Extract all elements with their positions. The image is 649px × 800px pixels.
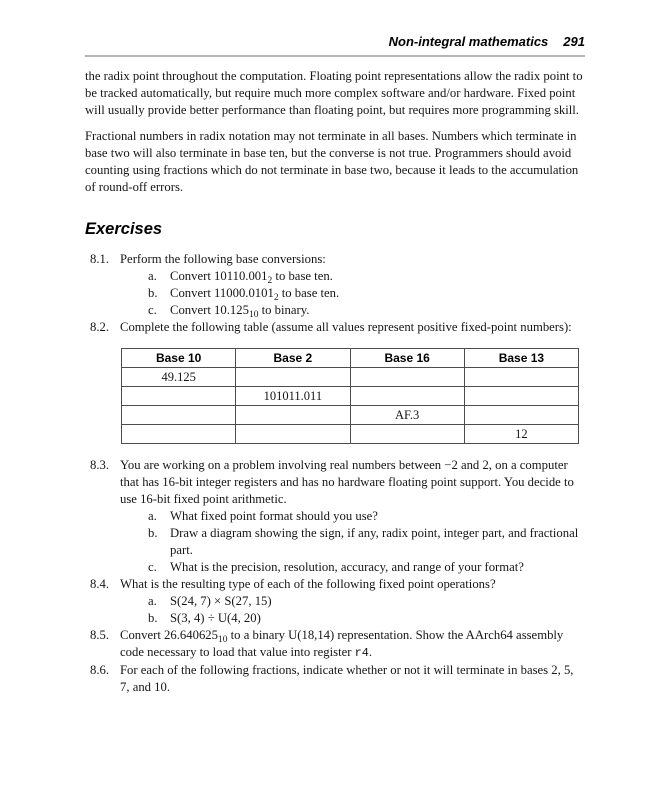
exercise-subitem xyxy=(148,593,585,610)
exercise-number: 8.3. xyxy=(90,458,110,472)
exercise-sublist xyxy=(120,508,585,576)
table-cell xyxy=(122,425,236,444)
exercise-number: 8.6. xyxy=(90,663,110,677)
table-cell xyxy=(122,406,236,425)
exercise-subitem xyxy=(148,268,585,285)
exercise-body xyxy=(120,251,585,319)
table-cell xyxy=(122,387,236,406)
table-row xyxy=(122,387,579,406)
register-name: r4 xyxy=(354,646,369,660)
table-row xyxy=(122,425,579,444)
column-header: Base 10 xyxy=(122,349,236,368)
table-cell: AF.3 xyxy=(350,406,464,425)
subscript-base: 10 xyxy=(248,310,259,320)
exercise-text: What is the resulting type of each of the following fixed point operations? xyxy=(120,577,496,591)
subitem-text: What is the precision, resolution, accuracy, and range of your format? xyxy=(170,560,524,574)
exercise-list xyxy=(85,251,585,696)
subitem-letter: b. xyxy=(148,286,158,300)
page-header xyxy=(85,34,585,49)
table-cell xyxy=(236,406,350,425)
running-head-title: Non-integral mathematics xyxy=(388,34,549,49)
exercise-item xyxy=(90,627,585,662)
subitem-letter: c. xyxy=(148,560,157,574)
exercise-item xyxy=(90,319,585,457)
intro-paragraphs xyxy=(85,68,585,196)
subitem-text: What fixed point format should you use? xyxy=(170,509,378,523)
exercise-text: For each of the following fractions, indicate whether or not it will terminate in bases 2, 5, 7, and 10. xyxy=(120,663,574,694)
exercise-number: 8.5. xyxy=(90,628,110,642)
column-header: Base 13 xyxy=(464,349,578,368)
exercise-text: You are working on a problem involving real numbers between −2 and 2, on a computer that has 16-bit integer registers and has no hardware floating point support. You decide to use 16-bit fixed point arithmetic. xyxy=(120,458,574,506)
exercise-item xyxy=(90,457,585,576)
exercise-number: 8.4. xyxy=(90,577,110,591)
exercise-number: 8.1. xyxy=(90,252,110,266)
exercise-number: 8.2. xyxy=(90,320,110,334)
column-header: Base 2 xyxy=(236,349,350,368)
exercise-subitem xyxy=(148,508,585,525)
exercise-text: Perform the following base conversions: xyxy=(120,252,326,266)
exercise-sublist xyxy=(120,268,585,319)
table-cell xyxy=(236,368,350,387)
page-number: 291 xyxy=(563,34,585,49)
exercise-subitem xyxy=(148,285,585,302)
subitem-text: Convert $10110.001_2$ to base ten. xyxy=(170,269,333,286)
table-cell xyxy=(350,425,464,444)
exercise-item xyxy=(90,251,585,319)
paragraph: Fractional numbers in radix notation may not terminate in all bases. Numbers which terminate in base two will also terminate in base ten, but the converse is not true. Programmers should avoid counting using fractions which do not terminate in base two, because it leads to the accumulation of round-off errors. xyxy=(85,129,579,194)
subitem-letter: a. xyxy=(148,594,157,608)
subitem-text: Convert $10.125_{10}$ to binary. xyxy=(170,303,310,320)
exercise-item xyxy=(90,576,585,627)
table-cell: 12 xyxy=(464,425,578,444)
exercise-body xyxy=(120,457,585,576)
table-cell xyxy=(464,368,578,387)
subscript-base: 2 xyxy=(273,293,279,303)
paragraph: the radix point throughout the computation. Floating point representations allow the radix point to be tracked automatically, but require much more complex software and/or hardware. Fixed point will usually provide better performance than floating point, but requires more programming skill. xyxy=(85,69,583,117)
table-cell xyxy=(464,406,578,425)
exercise-item xyxy=(90,662,585,696)
base-conversion-table xyxy=(121,348,579,444)
table-cell: 101011.011 xyxy=(236,387,350,406)
subitem-letter: b. xyxy=(148,526,158,540)
table-cell xyxy=(236,425,350,444)
subitem-text: Draw a diagram showing the sign, if any, radix point, integer part, and fractional part. xyxy=(170,526,579,557)
subitem-letter: c. xyxy=(148,303,157,317)
table-row xyxy=(122,368,579,387)
exercise-body xyxy=(120,576,585,627)
exercise-subitem xyxy=(148,525,585,559)
table-cell: 49.125 xyxy=(122,368,236,387)
subitem-letter: a. xyxy=(148,509,157,523)
header-rule xyxy=(85,55,585,57)
subitem-text: Convert $11000.0101_2$ to base ten. xyxy=(170,286,340,303)
table-cell xyxy=(464,387,578,406)
exercise-subitem xyxy=(148,559,585,576)
exercise-text: Convert $26.640625_{10}$ to a binary U(18,14) representation. Show the AArch64 assembly code necessary to load that value into register r4. xyxy=(120,628,564,660)
subitem-text: S(3, 4) ÷ U(4, 20) xyxy=(170,611,261,625)
subitem-text: S(24, 7) × S(27, 15) xyxy=(170,594,272,608)
table-header xyxy=(122,349,579,368)
exercise-body xyxy=(120,319,585,457)
exercise-text: Complete the following table (assume all values represent positive fixed-point numbers): xyxy=(120,320,572,334)
exercise-body xyxy=(120,662,585,696)
exercise-sublist xyxy=(120,593,585,627)
subscript-base: 2 xyxy=(267,276,273,286)
table-body xyxy=(122,368,579,444)
table-header-row xyxy=(122,349,579,368)
exercise-subitem xyxy=(148,302,585,319)
column-header: Base 16 xyxy=(350,349,464,368)
exercises-heading: Exercises xyxy=(85,220,163,238)
exercise-body xyxy=(120,627,585,662)
table-row xyxy=(122,406,579,425)
subscript-base: 10 xyxy=(217,635,228,645)
exercise-subitem xyxy=(148,610,585,627)
table-cell xyxy=(350,368,464,387)
table-cell xyxy=(350,387,464,406)
subitem-letter: a. xyxy=(148,269,157,283)
subitem-letter: b. xyxy=(148,611,158,625)
